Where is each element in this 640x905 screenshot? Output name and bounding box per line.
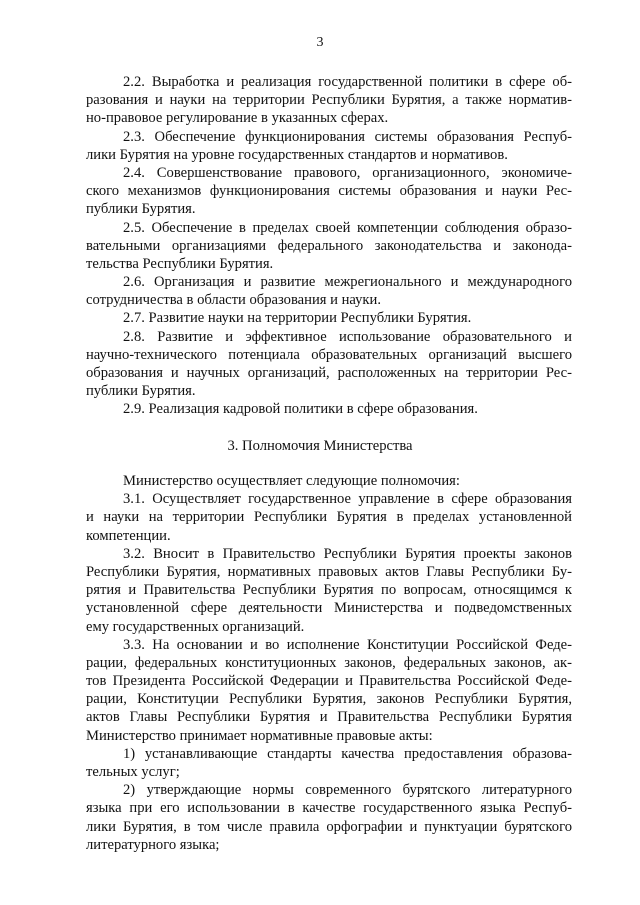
section-2-body [86,73,572,419]
text-line: 2.8. Развитие и эффективное использование образовательного и [123,328,572,345]
text-line: 3.2. Вносит в Правительство Республики Бурятия проекты законов [123,545,572,562]
page-number: 3 [316,35,324,50]
text-line: рации, федеральных конституционных законов, федеральных законов, ак- [86,654,572,671]
text-line: 2.3. Обеспечение функционирования системы образования Респуб- [123,128,572,145]
text-line: 2.4. Совершенствование правового, организационного, экономиче- [123,164,572,181]
text-line: рации, Конституции Республики Бурятия, законов Республики Бурятия, [86,691,572,708]
text-line: научно-технического потенциала образовательных организаций высшего [86,346,572,363]
text-line: языка при его использовании в качестве государственного языка Респуб- [86,800,572,817]
section-3-body [86,472,572,854]
text-line: сотрудничества в области образования и науки. [86,292,381,309]
text-line: 1) устанавливающие стандарты качества предоставления образова- [123,745,572,762]
text-line: литературного языка; [86,836,220,853]
text-line: тельных услуг; [86,764,180,780]
text-line: актов Главы Республики Бурятия и Правительства Республики Бурятия [86,709,572,726]
text-line: Министерство осуществляет следующие полномочия: [123,473,460,489]
text-line: 2.2. Выработка и реализация государственной политики в сфере об- [123,74,572,90]
text-line: публики Бурятия. [86,383,196,400]
text-line: лики Бурятия на уровне государственных стандартов и нормативов. [86,146,508,163]
text-line: и науки на территории Республики Бурятия в пределах установленной [86,509,572,526]
text-line: но-правовое регулирование в указанных сферах. [86,110,389,127]
text-line: 2.7. Развитие науки на территории Республики Бурятия. [123,310,472,327]
section-heading: 3. Полномочия Министерства [227,438,413,454]
text-line: вательными организациями федерального законодательства и законода- [86,237,572,254]
text-line: Республики Бурятия, нормативных правовых актов Главы Республики Бу- [86,563,572,580]
text-line: тельства Республики Бурятия. [86,255,274,272]
text-line: рятия и Правительства Республики Бурятия по вопросам, относящимся к [86,582,572,599]
text-line: 2.6. Организация и развитие межрегионального и международного [123,274,572,291]
text-line: 2.5. Обеспечение в пределах своей компетенции соблюдения образо- [123,219,572,236]
text-line: 2) утверждающие нормы современного бурятского литературного [123,782,572,799]
text-line: установленной сфере деятельности Министерства и подведомственных [86,600,572,617]
text-line: Министерство принимает нормативные правовые акты: [86,727,433,744]
text-line: лики Бурятия, в том числе правила орфографии и пунктуации бурятского [86,818,572,835]
text-line: ему государственных организаций. [86,618,305,635]
text-line: 2.9. Реализация кадровой политики в сфере образования. [123,401,478,418]
text-line: разования и науки на территории Республики Бурятия, а также норматив- [86,92,572,109]
text-line: ского механизмов функционирования системы образования и науки Рес- [86,183,572,200]
text-line: образования и научных организаций, расположенных на территории Рес- [86,365,572,381]
text-line: публики Бурятия. [86,201,196,218]
text-line: тов Президента Российской Федерации и Правительства Российской Феде- [86,673,572,690]
text-line: 3.1. Осуществляет государственное управление в сфере образования [123,491,572,508]
text-line: 3.3. На основании и во исполнение Конституции Российской Феде- [123,636,572,653]
text-line: компетенции. [86,527,171,544]
